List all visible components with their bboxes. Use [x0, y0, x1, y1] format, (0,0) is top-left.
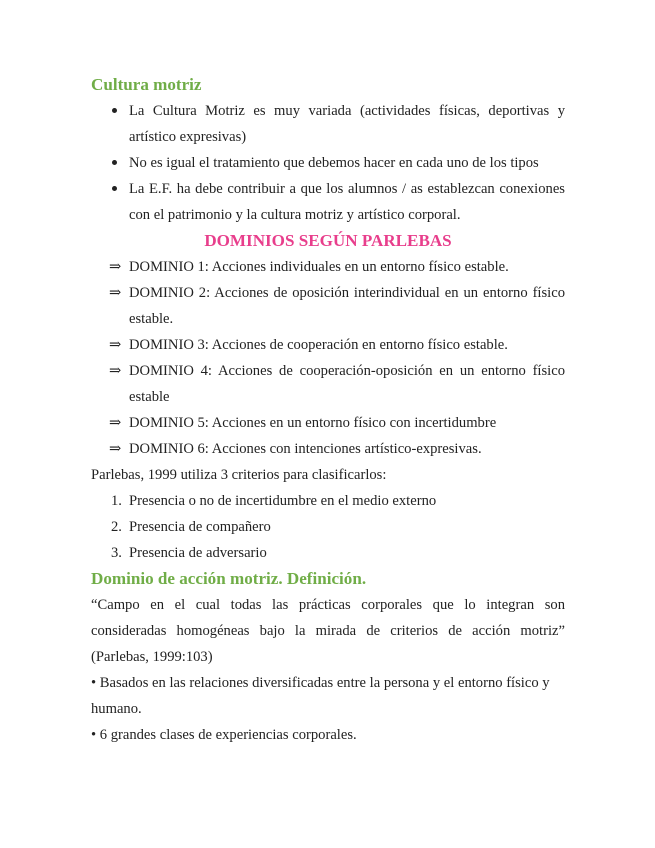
list-item [91, 540, 565, 566]
list-number: 2. [111, 519, 122, 535]
document-content [91, 72, 565, 748]
list-item-text: No es igual el tratamiento que debemos hacer en cada uno de los tipos [129, 155, 539, 171]
criterio-text: Presencia de compañero [129, 519, 271, 535]
dominio-text: DOMINIO 6: Acciones con intenciones artístico-expresivas. [129, 441, 482, 457]
list-item [91, 410, 565, 436]
bullet-icon [112, 160, 117, 165]
criterio-text: Presencia o no de incertidumbre en el medio externo [129, 493, 437, 509]
cultura-motriz-list [91, 98, 565, 228]
arrow-right-icon: ⇒ [109, 337, 122, 353]
criterio-text: Presencia de adversario [129, 545, 267, 561]
definition-point: • Basados en las relaciones diversificadas entre la persona y el entorno físico y humano. [91, 675, 550, 717]
arrow-right-icon: ⇒ [109, 415, 122, 431]
list-item [91, 176, 565, 228]
list-item [91, 280, 565, 332]
definition-quote: “Campo en el cual todas las prácticas corporales que lo integran son consideradas homogéneas bajo la mirada de criterios de acción motriz” (Parlebas, 1999:103) [91, 597, 565, 665]
arrow-right-icon: ⇒ [109, 285, 122, 301]
dominio-accion-heading: Dominio de acción motriz. Definición. [91, 569, 367, 588]
dominio-text: DOMINIO 5: Acciones en un entorno físico con incertidumbre [129, 415, 497, 431]
list-item-text: La E.F. ha debe contribuir a que los alumnos / as establezcan conexiones con el patrimonio y la cultura motriz y artístico corporal. [129, 181, 565, 223]
list-item [91, 254, 565, 280]
arrow-right-icon: ⇒ [109, 363, 122, 379]
dominios-heading: DOMINIOS SEGÚN PARLEBAS [204, 231, 452, 250]
list-item [91, 358, 565, 410]
dominio-text: DOMINIO 4: Acciones de cooperación-oposición en un entorno físico estable [129, 363, 565, 405]
cultura-motriz-heading: Cultura motriz [91, 75, 202, 94]
dominio-text: DOMINIO 2: Acciones de oposición interindividual en un entorno físico estable. [129, 285, 565, 327]
criterios-intro: Parlebas, 1999 utiliza 3 criterios para clasificarlos: [91, 467, 387, 483]
bullet-icon [112, 186, 117, 191]
list-item [91, 488, 565, 514]
list-item [91, 436, 565, 462]
list-item [91, 514, 565, 540]
dominio-text: DOMINIO 1: Acciones individuales en un entorno físico estable. [129, 259, 509, 275]
list-item [91, 150, 565, 176]
list-number: 3. [111, 545, 122, 561]
list-item [91, 332, 565, 358]
arrow-right-icon: ⇒ [109, 441, 122, 457]
list-item [91, 98, 565, 150]
arrow-right-icon: ⇒ [109, 259, 122, 275]
bullet-icon [112, 108, 117, 113]
dominio-text: DOMINIO 3: Acciones de cooperación en entorno físico estable. [129, 337, 508, 353]
definition-point: • 6 grandes clases de experiencias corporales. [91, 727, 357, 743]
list-item-text: La Cultura Motriz es muy variada (actividades físicas, deportivas y artístico expresivas) [129, 103, 565, 145]
dominios-list [91, 254, 565, 462]
list-number: 1. [111, 493, 122, 509]
criterios-list [91, 488, 565, 566]
